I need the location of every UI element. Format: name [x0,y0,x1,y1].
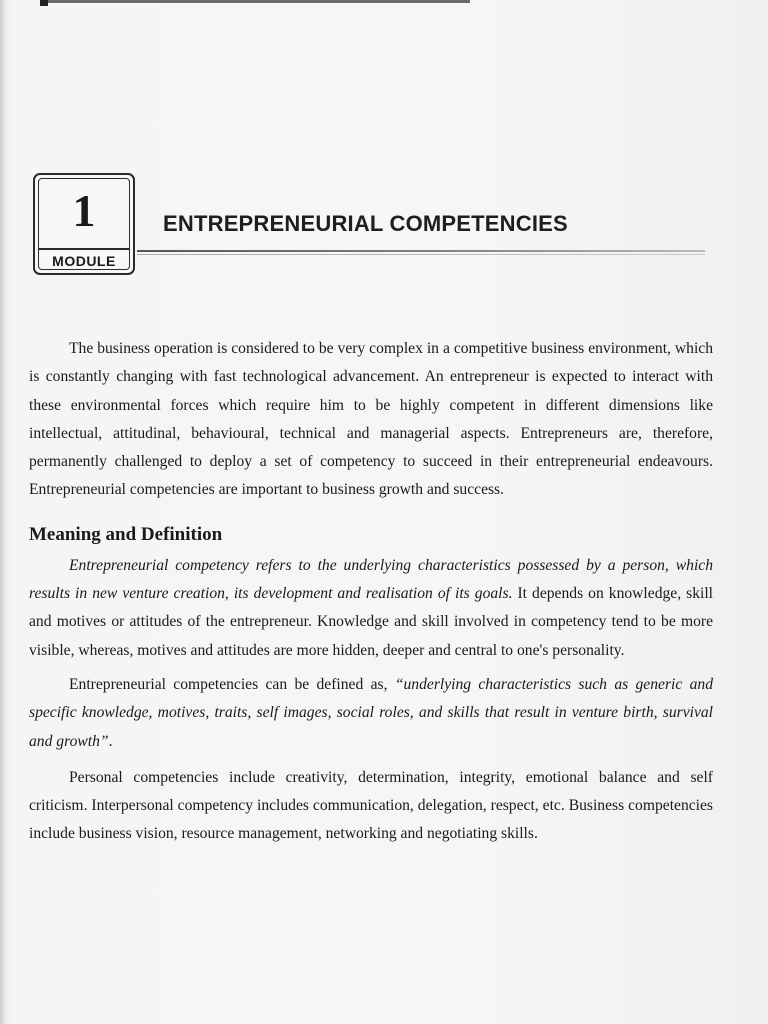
title-rule [137,250,705,252]
definition-body-text: It depends on knowledge, skill and motives or attitudes of the entrepreneur. Knowledge and skill involved in competency tend to be more visible, whereas, motives and attitudes are more hidden, deeper and central to one's personality. [29,585,713,659]
page-top-edge [40,0,470,3]
title-rule-secondary [137,254,705,255]
defined-as-paragraph [29,671,713,756]
defined-as-quote: “underlying characteristics such as generic and specific knowledge, motives, traits, self images, social roles, and skills that result in venture birth, survival and growth” [29,675,713,750]
module-label-divider [39,248,129,250]
definition-paragraph [29,552,713,665]
module-label: MODULE [52,253,116,269]
page-body [29,335,713,849]
module-number: 1 [72,185,96,236]
section-heading: Meaning and Definition [29,523,223,545]
module-badge-frame [38,178,130,270]
chapter-title: ENTREPRENEURIAL COMPETENCIES [163,211,568,236]
intro-paragraph: The business operation is considered to be very complex in a competitive business environment, which is constantly changing with fast technological advancement. An entrepreneur is expected to interact with these environmental forces which require him to be highly competent in different dimensions like intellectual, attitudinal, behavioural, technical and managerial aspects. Entrepreneurs are, therefore, permanently challenged to deploy a set of competency to succeed in their entrepreneurial endeavours. Entrepreneurial competencies are important to business growth and success. [29,340,713,499]
module-badge [33,173,135,275]
page-binding-edge [0,0,6,1024]
page-top-mark [40,0,48,6]
definition-italic-text: Entrepreneurial competency refers to the underlying characteristics possessed by a person, which results in new venture creation, its development and realisation of its goals. [29,556,713,603]
defined-as-lead: Entrepreneurial competencies can be defined as, [69,675,395,693]
defined-as-end: . [108,732,113,750]
competencies-paragraph: Personal competencies include creativity, determination, integrity, emotional balance and self criticism. Interpersonal competency includes communication, delegation, respect, etc. Business competencies include business vision, resource management, networking and negotiating skills. [29,768,713,843]
